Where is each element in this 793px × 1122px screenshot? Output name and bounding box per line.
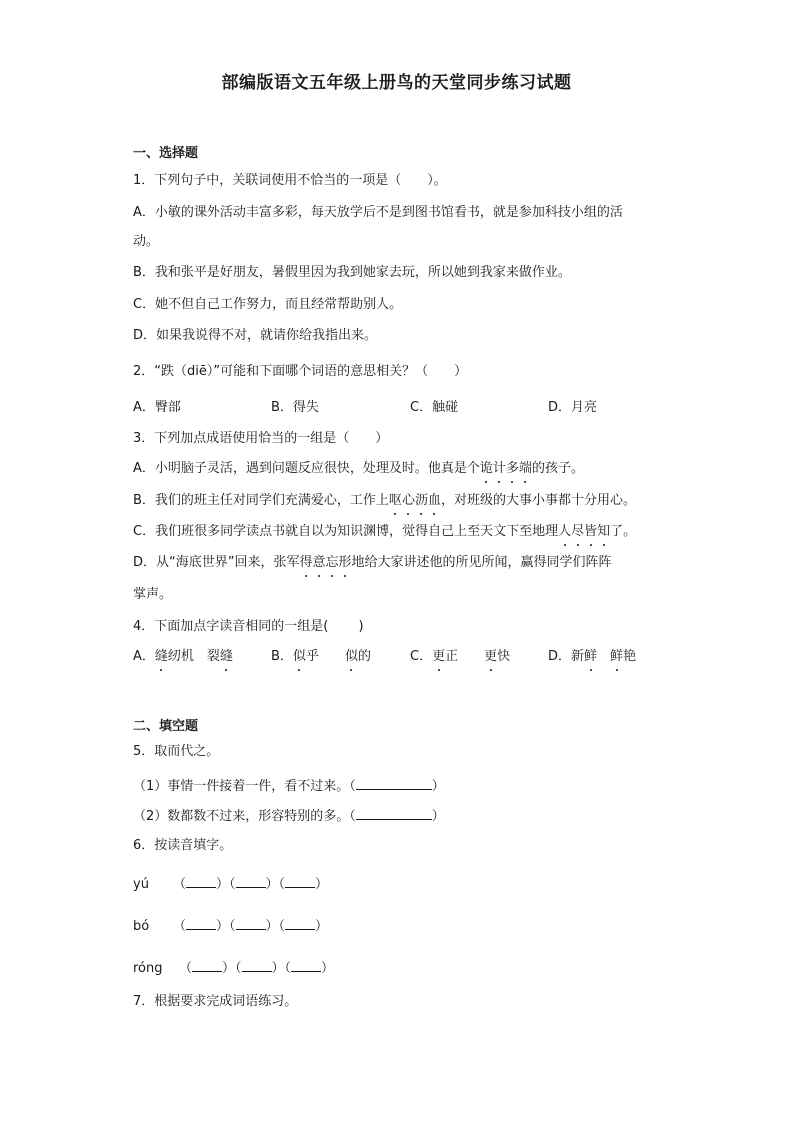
option-text: 的孩子。 — [531, 461, 584, 476]
pinyin-label: bó — [133, 919, 150, 934]
pinyin-row-yu: yú （ ）（ ）（ ） — [133, 873, 328, 894]
question-5-item-2 — [133, 805, 445, 826]
page-title: 部编版语文五年级上册鸟的天堂同步练习试题 — [221, 73, 572, 93]
dotted-char: 心 — [401, 493, 415, 508]
question-2-options — [133, 399, 693, 417]
question-3-option-d — [133, 554, 612, 572]
question-4-stem: 4．下面加点字读音相同的一组是( ) — [133, 619, 364, 634]
dotted-char: 多 — [505, 461, 519, 476]
question-4-options — [133, 648, 693, 666]
dotted-char: 人 — [558, 524, 572, 539]
option-text: 艳 — [623, 649, 637, 664]
answer-blank[interactable] — [356, 775, 432, 790]
answer-blank[interactable] — [236, 915, 266, 930]
question-4-option-c — [410, 648, 510, 666]
dotted-char: 得 — [299, 555, 313, 570]
question-1-stem: 1．下列句子中，关联词使用不恰当的一项是（ ）。 — [133, 173, 447, 188]
item-text: ） — [431, 779, 445, 794]
option-text: D．从“海底世界”回来，张军 — [133, 555, 300, 570]
option-text: ，对班级的大事小事都十分用心。 — [440, 493, 636, 508]
dotted-char: 更 — [432, 649, 446, 664]
question-4-option-a — [133, 648, 233, 666]
item-text: （2）数都数不过来，形容特别的多。（ — [133, 809, 356, 824]
option-text: A． — [133, 649, 155, 664]
option-text: C．我们班很多同学读点书就自以为知识渊博，觉得自己上至天文下至地理 — [133, 524, 559, 539]
pinyin-row-rong: róng （ ）（ ）（ ） — [133, 957, 334, 978]
answer-blank[interactable] — [356, 805, 432, 820]
question-3-stem: 3．下列加点成语使用恰当的一组是（ ） — [133, 431, 389, 446]
dotted-char: 缝 — [219, 649, 233, 664]
question-1-option-b: B．我和张平是好朋友，暑假里因为我到她家去玩，所以她到我家来做作业。 — [133, 265, 571, 280]
option-text: D．新 — [548, 649, 585, 664]
question-2-stem: 2．“跌（diē）”可能和下面哪个词语的意思相关？（ ） — [133, 364, 468, 379]
question-5-stem: 5．取而代之。 — [133, 744, 220, 759]
question-2-option-a: A．臀部 — [133, 400, 181, 415]
section-heading-fill: 二、填空题 — [133, 719, 199, 734]
option-text: 快 — [497, 649, 511, 664]
question-3-option-a — [133, 460, 584, 478]
item-text: （1）事情一件接着一件，看不过来。（ — [133, 779, 356, 794]
answer-blank[interactable] — [285, 915, 315, 930]
dotted-char: 形 — [338, 555, 352, 570]
option-text: B．我们的班主任对同学们充满爱心，工作上 — [133, 493, 389, 508]
answer-blank[interactable] — [291, 957, 321, 972]
question-3-option-d-cont: 掌声。 — [133, 587, 173, 602]
dotted-char: 皆 — [584, 524, 598, 539]
option-text: 的 — [357, 649, 371, 664]
question-2-option-c: C．触碰 — [410, 400, 459, 415]
option-text: 正 — [445, 649, 485, 664]
answer-blank[interactable] — [186, 873, 216, 888]
dotted-char: 鲜 — [584, 649, 598, 664]
option-text: 地给大家讲述他的所见所闻，赢得同学们阵阵 — [351, 555, 612, 570]
dotted-char: 呕 — [388, 493, 402, 508]
dotted-char: 知 — [597, 524, 611, 539]
question-2-option-d: D．月亮 — [548, 400, 598, 415]
item-text: ） — [431, 809, 445, 824]
question-4-option-b — [271, 648, 371, 666]
option-text: B． — [271, 649, 293, 664]
dotted-char: 血 — [427, 493, 441, 508]
option-text: C． — [410, 649, 433, 664]
option-text: 纫机 裂 — [167, 649, 220, 664]
dotted-char: 似 — [292, 649, 306, 664]
question-3-option-c — [133, 523, 636, 541]
question-4-option-d — [548, 648, 636, 666]
section-heading-choice: 一、选择题 — [133, 146, 199, 161]
dotted-char: 更 — [484, 649, 498, 664]
answer-blank[interactable] — [192, 957, 222, 972]
option-text: 了。 — [610, 524, 637, 539]
question-1-option-c: C．她不但自己工作努力，而且经常帮助别人。 — [133, 297, 403, 312]
pinyin-label: róng — [133, 961, 163, 976]
dotted-char: 计 — [492, 461, 506, 476]
question-2-option-b: B．得失 — [271, 400, 319, 415]
answer-blank[interactable] — [186, 915, 216, 930]
dotted-char: 似 — [344, 649, 358, 664]
pinyin-row-bo: bó （ ）（ ）（ ） — [133, 915, 328, 936]
option-text: 乎 — [305, 649, 345, 664]
answer-blank[interactable] — [236, 873, 266, 888]
dotted-char: 鲜 — [610, 649, 624, 664]
question-1-option-d: D．如果我说得不对，就请你给我指出来。 — [133, 328, 378, 343]
answer-blank[interactable] — [285, 873, 315, 888]
dotted-char: 尽 — [571, 524, 585, 539]
question-6-stem: 6．按读音填字。 — [133, 838, 233, 853]
dotted-char: 缝 — [154, 649, 168, 664]
option-text: A．小明脑子灵活，遇到问题反应很快，处理及时。他真是个 — [133, 461, 480, 476]
question-3-option-b — [133, 492, 636, 510]
dotted-char: 端 — [518, 461, 532, 476]
dotted-char: 意 — [312, 555, 326, 570]
dotted-char: 忘 — [325, 555, 339, 570]
question-1-option-a-cont: 动。 — [133, 234, 160, 249]
pinyin-label: yú — [133, 877, 149, 892]
dotted-char: 沥 — [414, 493, 428, 508]
question-5-item-1 — [133, 775, 445, 796]
dotted-char: 诡 — [479, 461, 493, 476]
question-1-option-a: A．小敏的课外活动丰富多彩，每天放学后不是到图书馆看书，就是参加科技小组的活 — [133, 205, 623, 220]
option-text — [597, 649, 610, 664]
question-7-stem: 7．根据要求完成词语练习。 — [133, 994, 298, 1009]
answer-blank[interactable] — [242, 957, 272, 972]
